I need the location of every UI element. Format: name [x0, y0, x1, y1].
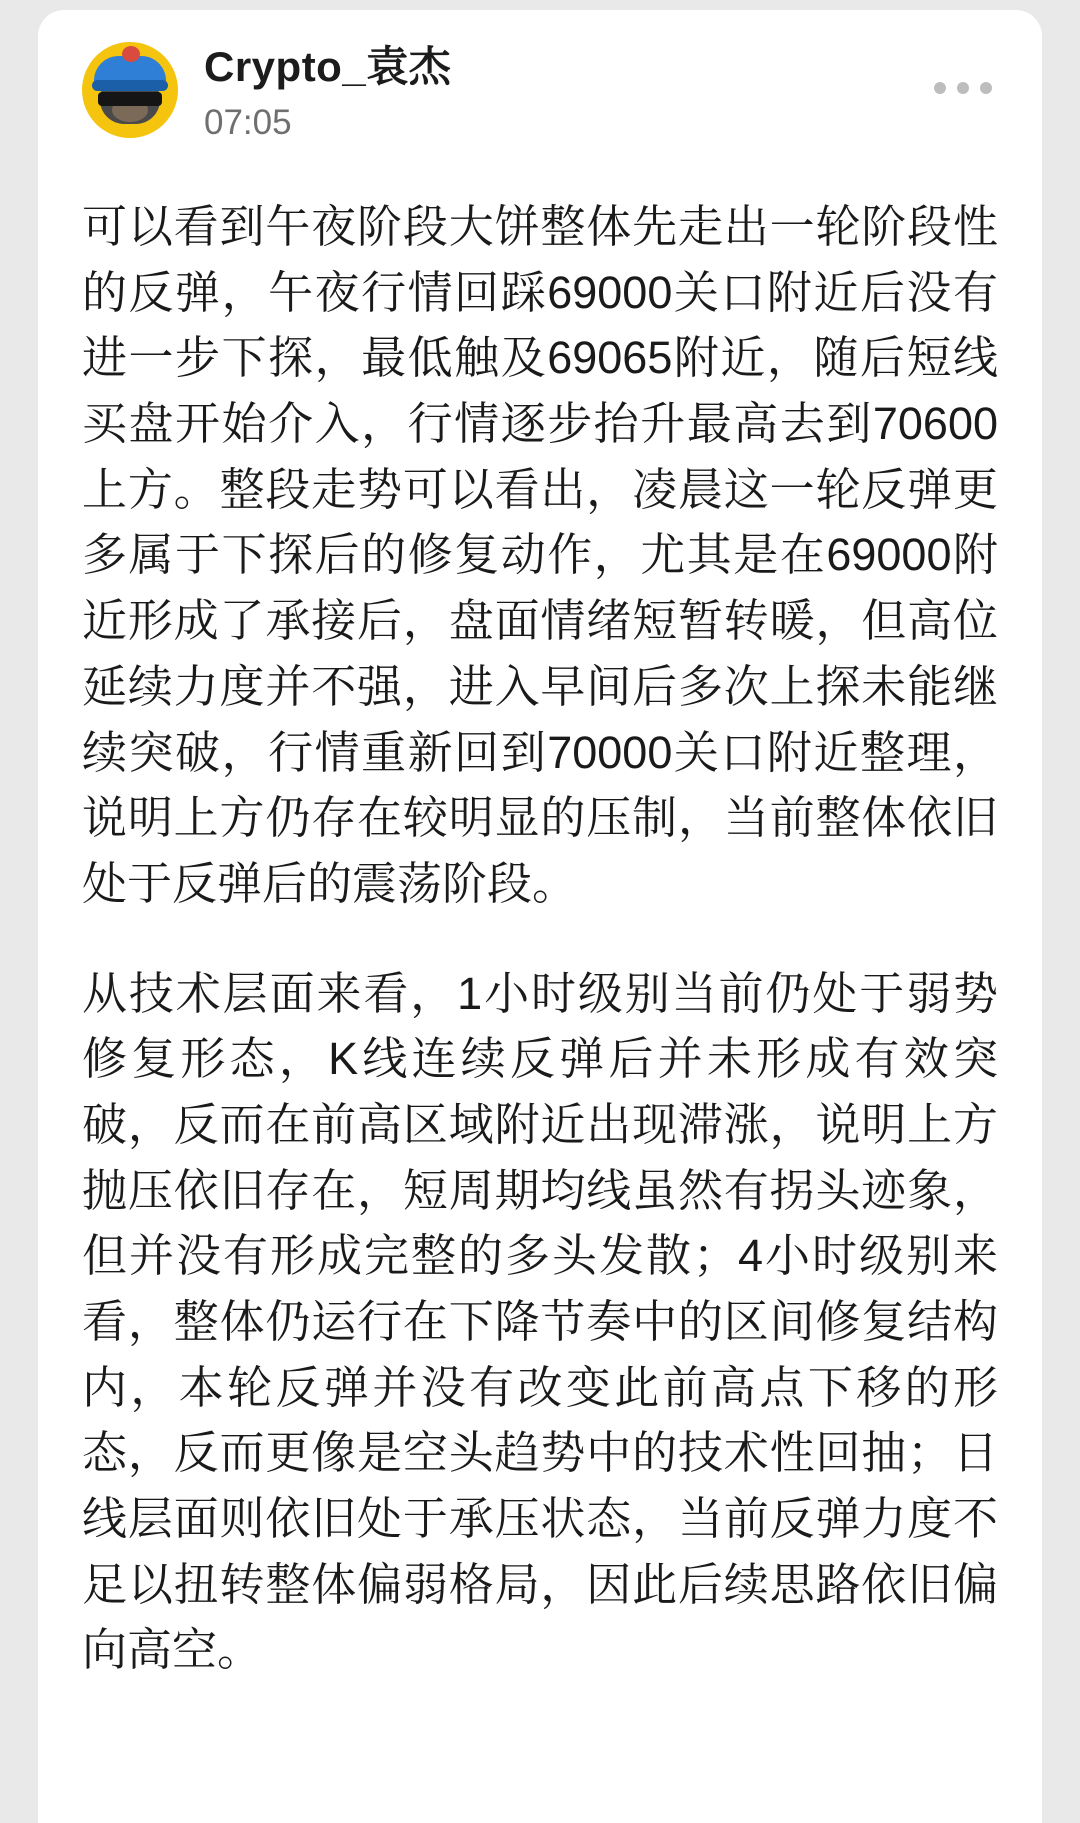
post-header — [82, 38, 998, 164]
post-card — [38, 10, 1042, 1823]
avatar-hat-brim-shape — [92, 80, 168, 91]
avatar-glasses-shape — [98, 92, 162, 106]
more-options-icon[interactable] — [934, 82, 992, 94]
avatar[interactable] — [82, 42, 178, 138]
more-dot — [980, 82, 992, 94]
author-block — [204, 38, 451, 143]
post-paragraph: 从技术层面来看，1小时级别当前仍处于弱势修复形态，K线连续反弹后并未形成有效突破，反而在前高区域附近出现滞涨，说明上方抛压依旧存在，短周期均线虽然有拐头迹象，但并没有形成完整的多头发散；4小时级别来看，整体仍运行在下降节奏中的区间修复结构内，本轮反弹并没有改变此前高点下移的形态，反而更像是空头趋势中的技术性回抽；日线层面则依旧处于承压状态，当前反弹力度不足以扭转整体偏弱格局，因此后续思路依旧偏向高空。 — [82, 967, 998, 1676]
post-body — [82, 194, 998, 1683]
author-name[interactable]: Crypto_袁杰 — [204, 43, 452, 90]
more-dot — [957, 82, 969, 94]
post-paragraph: 可以看到午夜阶段大饼整体先走出一轮阶段性的反弹，午夜行情回踩69000关口附近后没有进一步下探，最低触及69065附近，随后短线买盘开始介入，行情逐步抬升最高去到70600上方。整段走势可以看出，凌晨这一轮反弹更多属于下探后的修复动作，尤其是在69000附近形成了承接后，盘面情绪短暂转暖，但高位延续力度并不强，进入早间后多次上探未能继续突破，行情重新回到70000关口附近整理，说明上方仍存在较明显的压制，当前整体依旧处于反弹后的震荡阶段。 — [82, 201, 998, 909]
more-dot — [934, 82, 946, 94]
avatar-hat-pompom-shape — [122, 46, 140, 62]
post-timestamp: 07:05 — [204, 103, 292, 143]
